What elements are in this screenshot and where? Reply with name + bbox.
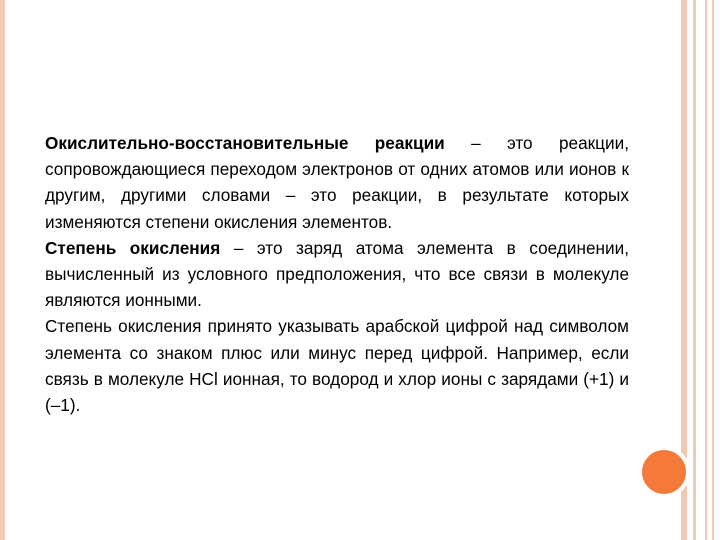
right-border-stripe — [705, 0, 707, 540]
paragraph-oxidation-state-notation — [45, 313, 629, 418]
definition-redox-reactions: – это реакции, сопровождающиеся переходом электронов от одних атомов или ионов к другим, другими словами – это реакции, в результате которых изменяются степени окисления элементов. — [45, 133, 629, 232]
notation-explanation: Степень окисления принято указывать арабской цифрой над символом элемента со знаком плюс или минус перед цифрой. Например, если связь в молекуле HCl ионная, то водород и хлор ионы с зарядами (+1) и (–1). — [45, 316, 629, 416]
right-border-stripe — [712, 0, 714, 540]
right-border-stripe — [693, 0, 696, 540]
term-oxidation-state: Степень окисления — [45, 237, 221, 258]
definition-oxidation-state: – это заряд атома элемента в соединении, вычисленный из условного предположения, что все связи в молекуле являются ионными. — [45, 237, 629, 311]
decorative-orange-circle-icon — [642, 450, 686, 494]
slide-body-text — [45, 130, 629, 418]
paragraph-redox-definition — [45, 130, 629, 235]
left-border-stripe — [0, 0, 5, 540]
term-redox-reactions: Окислительно-восстановительные реакции — [45, 133, 445, 153]
paragraph-oxidation-state-definition — [45, 235, 629, 314]
